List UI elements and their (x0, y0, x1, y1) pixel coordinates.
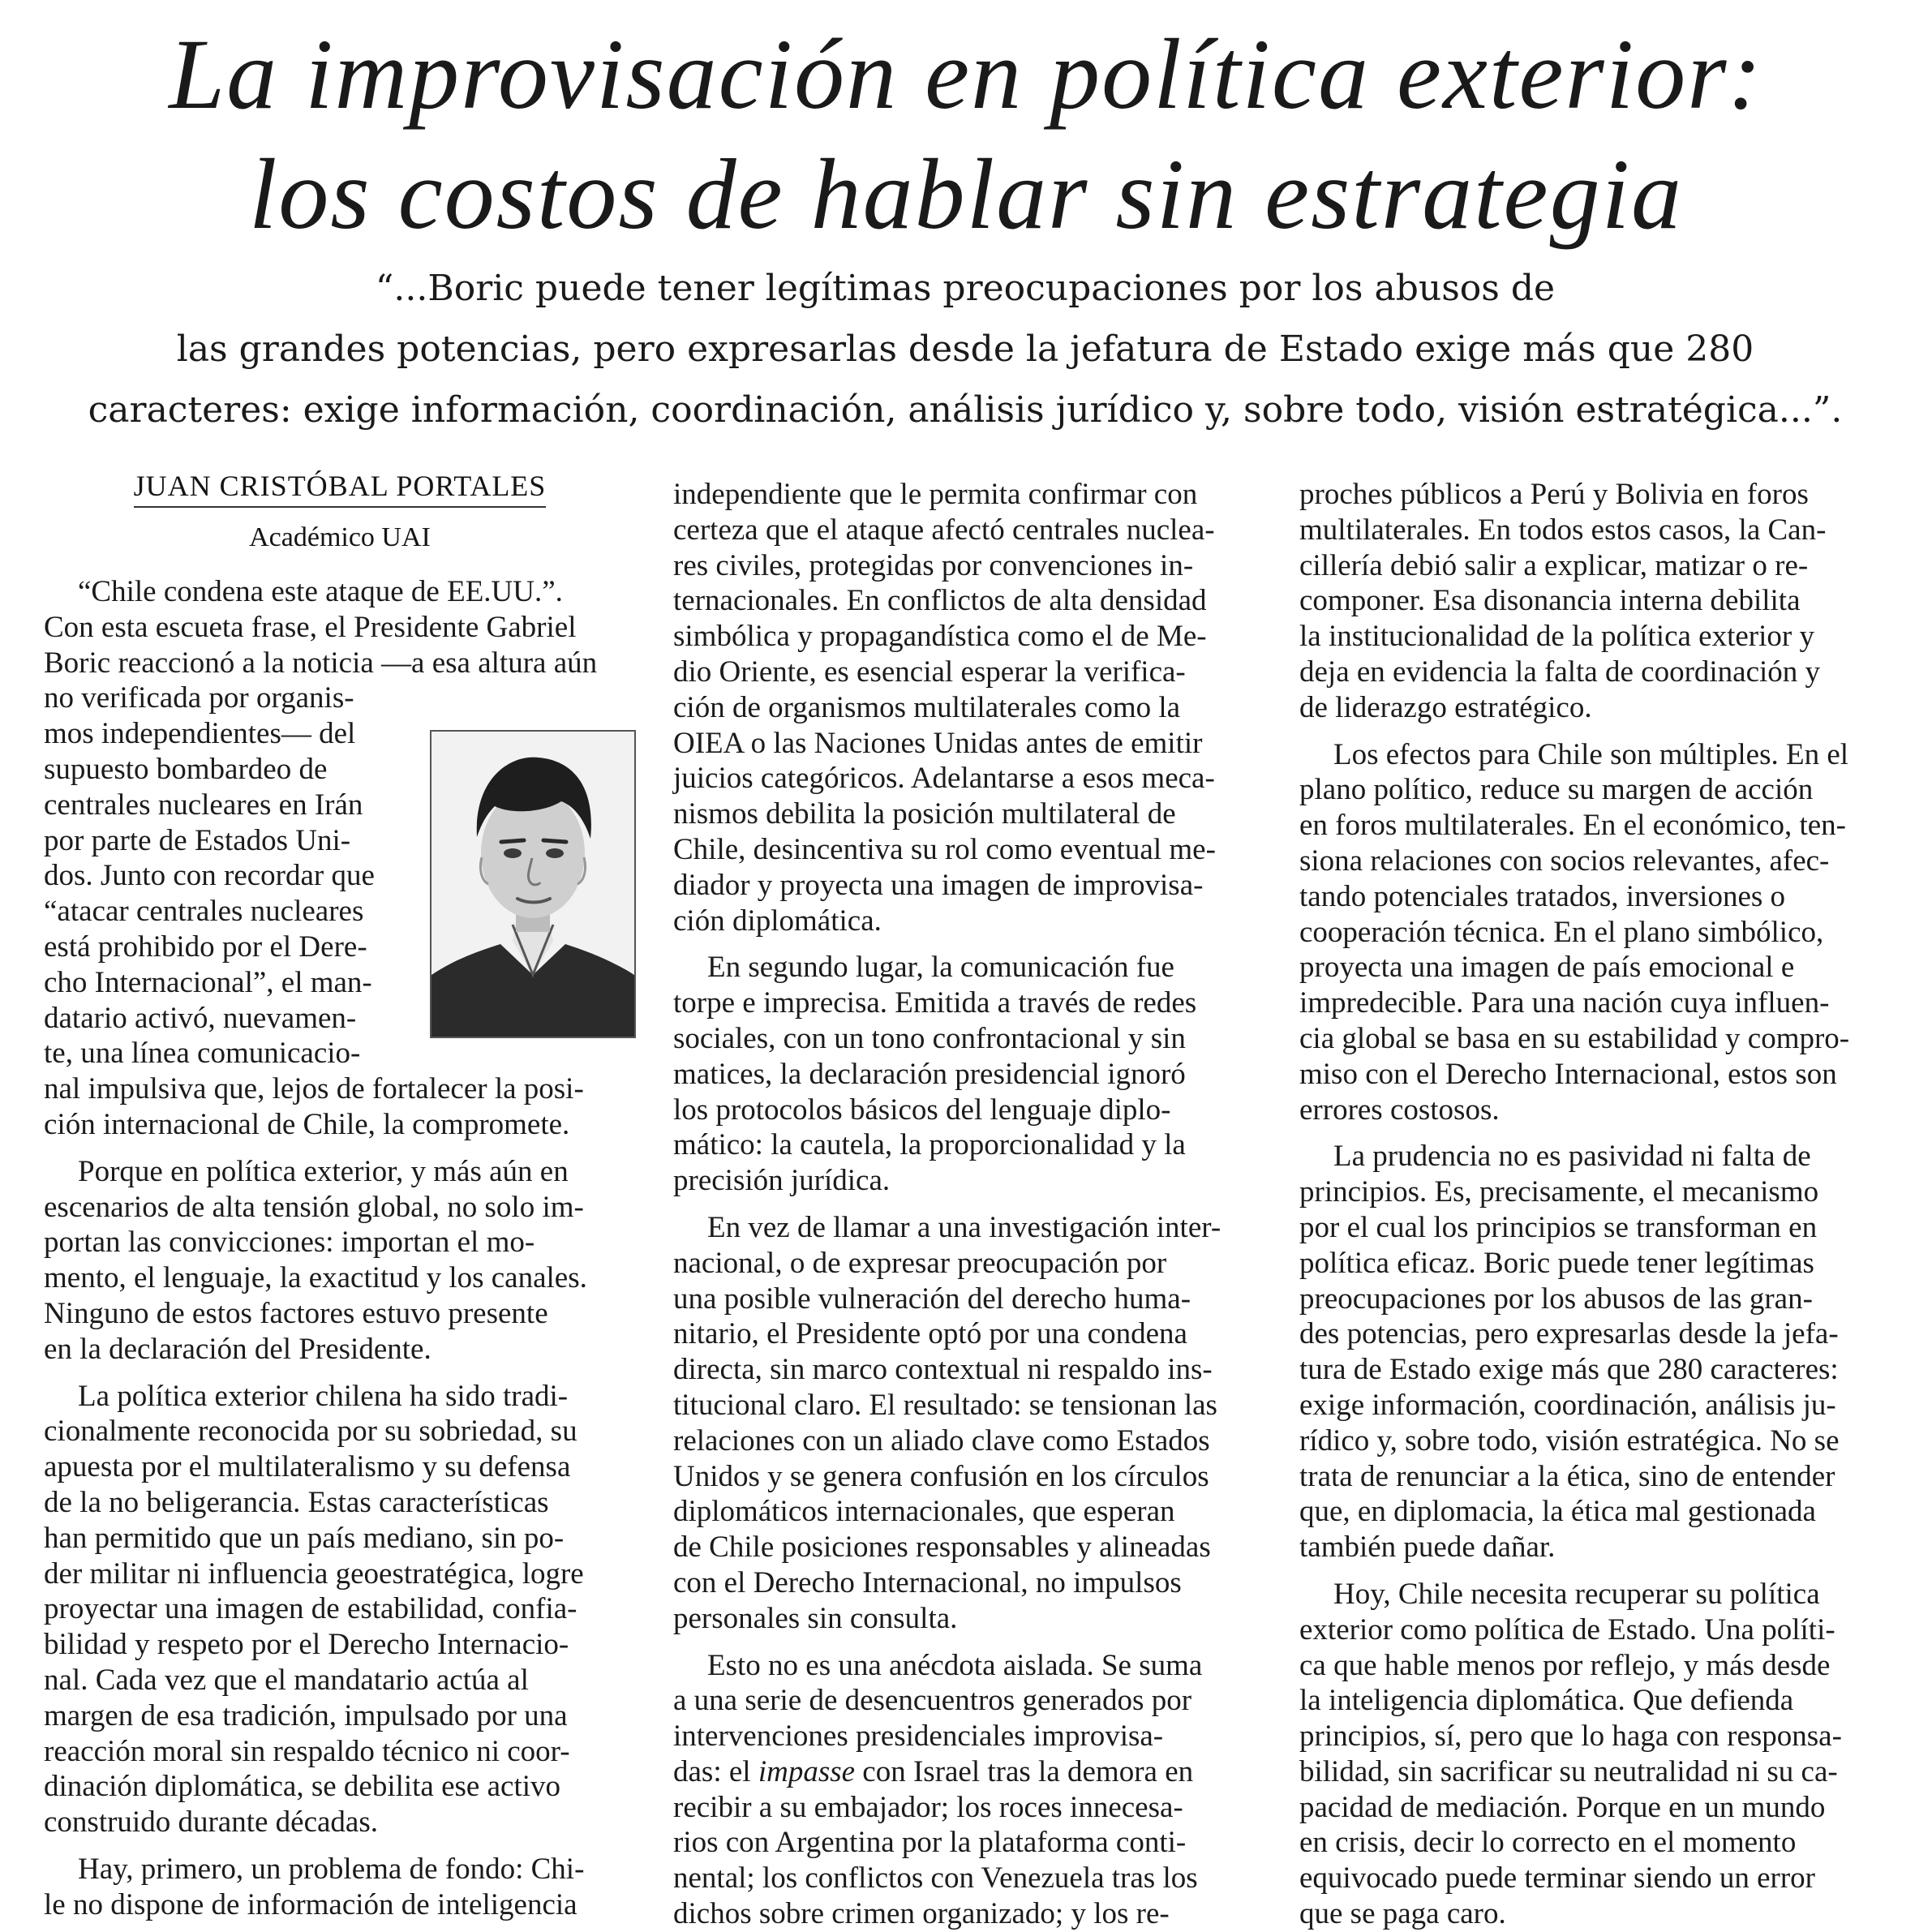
italic-term: impasse (758, 1754, 856, 1788)
text-line: ción diplomática. (673, 904, 882, 938)
text-line: trata de renunciar a la ética, sino de entender (1299, 1459, 1835, 1493)
text-line: ción internacional de Chile, la compromete. (44, 1107, 570, 1141)
text-line: La política exterior chilena ha sido tradi- (78, 1379, 569, 1413)
text-fragment: das: el (673, 1754, 751, 1788)
text-line: que, en diplomacia, la ética mal gestionada (1299, 1495, 1816, 1529)
byline (44, 469, 636, 553)
text-line: proches públicos a Perú y Bolivia en foros (1299, 478, 1809, 511)
text-line: dio Oriente, es esencial esperar la verifica- (673, 655, 1186, 689)
pull-quote-line: caracteres: exige información, coordinación, análisis jurídico y, sobre todo, visión estratégica...”. (88, 389, 1843, 431)
text-line: impredecible. Para una nación cuya influen- (1299, 986, 1830, 1020)
text-line: Esto no es una anécdota aislada. Se suma (707, 1648, 1203, 1682)
text-line: de liderazgo estratégico. (1299, 690, 1592, 724)
column-3 (1299, 477, 1891, 1932)
text-line: plano político, reduce su margen de acción (1299, 773, 1814, 807)
text-line: le no dispone de información de inteligencia (44, 1887, 577, 1921)
text-line: relaciones con un aliado clave como Estados (673, 1423, 1210, 1458)
author-name: JUAN CRISTÓBAL PORTALES (134, 469, 547, 508)
text-line: datario activó, nuevamen- (44, 1001, 357, 1035)
text-line: “atacar centrales nucleares (44, 895, 364, 929)
text-line: supuesto bombardeo de (44, 752, 328, 786)
text-line: de la no beligerancia. Estas características (44, 1485, 549, 1519)
text-line: con el Derecho Internacional, no impulsos (673, 1565, 1182, 1599)
text-line: mento, el lenguaje, la exactitud y los canales. (44, 1261, 587, 1295)
pull-quote-line: “...Boric puede tener legítimas preocupaciones por los abusos de (375, 268, 1556, 309)
text-line: cionalmente reconocida por su sobriedad, su (44, 1415, 577, 1449)
text-line: res civiles, protegidas por convenciones in- (673, 548, 1194, 582)
text-line: diador y proyecta una imagen de improvisa- (673, 868, 1204, 902)
text-line: nismos debilita la posición multilateral de (673, 797, 1176, 831)
text-line: Chile, desincentiva su rol como eventual me- (673, 832, 1216, 866)
text-line: diplomáticos internacionales, que esperan (673, 1495, 1175, 1529)
text-line: siona relaciones con socios relevantes, afec- (1299, 844, 1830, 878)
text-line: En vez de llamar a una investigación inter- (707, 1210, 1221, 1244)
text-line: certeza que el ataque afectó centrales nuclea- (673, 513, 1215, 547)
text-line: han permitido que un país mediano, sin po- (44, 1521, 565, 1555)
text-line: torpe e imprecisa. Emitida a través de redes (673, 986, 1197, 1020)
text-line: exterior como política de Estado. Una políti- (1299, 1612, 1835, 1646)
text-line: centrales nucleares en Irán (44, 788, 363, 822)
text-line: rídico y, sobre todo, visión estratégica. No se (1299, 1423, 1840, 1458)
text-line: por el cual los principios se transforman en (1299, 1210, 1818, 1244)
text-line: te, una línea comunicacio- (44, 1037, 361, 1071)
text-line: Los efectos para Chile son múltiples. En el (1333, 737, 1849, 771)
text-line: proyectar una imagen de estabilidad, confia- (44, 1592, 577, 1626)
text-line: la inteligencia diplomática. Que defienda (1299, 1684, 1794, 1718)
text-line: cho Internacional”, el man- (44, 965, 372, 999)
text-line: Ninguno de estos factores estuvo presente (44, 1296, 548, 1330)
text-line: der militar ni influencia geoestratégica, logre (44, 1556, 584, 1591)
text-line: nacional, o de expresar preocupación por (673, 1246, 1167, 1280)
text-line: miso con el Derecho Internacional, estos son (1299, 1057, 1837, 1091)
author-role: Académico UAI (249, 522, 431, 552)
text-line: ción de organismos multilaterales como la (673, 690, 1181, 724)
text-line: mático: la cautela, la proporcionalidad y la (673, 1128, 1186, 1162)
headline-line: La improvisación en política exterior: (169, 19, 1763, 130)
column-2 (673, 477, 1261, 1932)
text-line: preocupaciones por los abusos de las gran- (1299, 1282, 1813, 1316)
text-line: rios con Argentina por la plataforma conti- (673, 1826, 1187, 1860)
text-line: exige información, coordinación, análisis ju- (1299, 1388, 1836, 1422)
text-line: de Chile posiciones responsables y alineadas (673, 1531, 1211, 1565)
text-line: Unidos y se genera confusión en los círculos (673, 1459, 1209, 1493)
headline (0, 15, 1932, 255)
text-line: componer. Esa disonancia interna debilita (1299, 584, 1801, 618)
text-line: en crisis, decir lo correcto en el momento (1299, 1826, 1797, 1860)
text-line: proyecta una imagen de país emocional e (1299, 951, 1795, 985)
text-line: portan las convicciones: importan el mo- (44, 1226, 535, 1260)
text-line: escenarios de alta tensión global, no solo im- (44, 1190, 584, 1224)
text-line: personales sin consulta. (673, 1601, 958, 1635)
text-line: por parte de Estados Uni- (44, 823, 351, 857)
text-line: margen de esa tradición, impulsado por una (44, 1698, 568, 1732)
text-line: independiente que le permita confirmar con (673, 478, 1198, 511)
text-line: cia global se basa en su estabilidad y compro- (1299, 1021, 1850, 1055)
text-line: juicios categóricos. Adelantarse a esos meca- (673, 762, 1215, 796)
text-line: bilidad, sin sacrificar su neutralidad ni su ca- (1299, 1754, 1838, 1788)
text-line: directa, sin marco contextual ni respaldo ins- (673, 1353, 1213, 1387)
text-line: dichos sobre crimen organizado; y los re- (673, 1897, 1170, 1931)
text-line: nal. Cada vez que el mandatario actúa al (44, 1663, 529, 1697)
text-line: deja en evidencia la falta de coordinación y (1299, 655, 1821, 689)
text-line: Porque en política exterior, y más aún en (78, 1154, 569, 1188)
text-line: una posible vulneración del derecho huma- (673, 1282, 1191, 1316)
text-line: OIEA o las Naciones Unidas antes de emitir (673, 726, 1203, 760)
text-line: apuesta por el multilateralismo y su defensa (44, 1450, 571, 1484)
text-line: ca que hable menos por reflejo, y más desde (1299, 1648, 1831, 1682)
text-line: principios, sí, pero que lo haga con responsa- (1299, 1719, 1842, 1754)
text-line: precisión jurídica. (673, 1164, 891, 1198)
text-line: reacción moral sin respaldo técnico ni coor- (44, 1734, 570, 1768)
text-line: en la declaración del Presidente. (44, 1332, 431, 1366)
pull-quote (73, 258, 1857, 440)
text-line: bilidad y respeto por el Derecho Internacio- (44, 1628, 569, 1662)
text-line: “Chile condena este ataque de EE.UU.”. (78, 575, 563, 608)
text-line: cooperación técnica. En el plano simbólico, (1299, 915, 1824, 949)
text-line: en foros multilaterales. En el económico, ten- (1299, 809, 1846, 843)
text-line: nal impulsiva que, lejos de fortalecer la posi- (44, 1072, 584, 1106)
column-1 (44, 574, 636, 1922)
text-line: Boric reaccionó a la noticia —a esa altura aún (44, 646, 598, 680)
text-line: dos. Junto con recordar que (44, 859, 375, 893)
text-line: Hoy, Chile necesita recuperar su política (1333, 1577, 1820, 1611)
text-line: Hay, primero, un problema de fondo: Chi- (78, 1852, 585, 1886)
text-line: des potencias, pero expresarlas desde la jefa- (1299, 1317, 1839, 1351)
text-line: está prohibido por el Dere- (44, 930, 367, 964)
text-line: mos independientes— del (44, 717, 356, 751)
text-line: simbólica y propagandística como el de Me- (673, 620, 1207, 654)
text-line: no verificada por organis- (44, 681, 354, 715)
text-line: equivocado puede terminar siendo un error (1299, 1861, 1815, 1896)
text-line: nitario, el Presidente optó por una condena (673, 1317, 1187, 1351)
text-line: los protocolos básicos del lenguaje diplo- (673, 1093, 1171, 1127)
text-line: Con esta escueta frase, el Presidente Gabriel (44, 610, 577, 644)
text-line: tura de Estado exige más que 280 caracteres: (1299, 1353, 1839, 1387)
text-fragment: con Israel tras la demora en (862, 1754, 1194, 1788)
text-line: que se paga caro. (1299, 1897, 1506, 1931)
text-line: construido durante décadas. (44, 1805, 378, 1840)
text-line: errores costosos. (1299, 1093, 1500, 1127)
pull-quote-line: las grandes potencias, pero expresarlas desde la jefatura de Estado exige más que 280 (176, 328, 1754, 370)
text-line: nental; los conflictos con Venezuela tras los (673, 1861, 1198, 1896)
text-line: también puede dañar. (1299, 1531, 1556, 1565)
text-line: la institucionalidad de la política exterior y (1299, 620, 1814, 654)
text-line: titucional claro. El resultado: se tensionan las (673, 1388, 1217, 1422)
text-line: política eficaz. Boric puede tener legítimas (1299, 1246, 1814, 1280)
text-line: intervenciones presidenciales improvisa- (673, 1719, 1164, 1754)
text-line: matices, la declaración presidencial ignoró (673, 1057, 1186, 1091)
text-line: principios. Es, precisamente, el mecanismo (1299, 1175, 1819, 1209)
text-line (673, 1754, 1261, 1790)
text-line: multilaterales. En todos estos casos, la Can- (1299, 513, 1827, 547)
text-line: ternacionales. En conflictos de alta densidad (673, 584, 1207, 618)
text-line: a una serie de desencuentros generados por (673, 1684, 1192, 1718)
text-line: dinación diplomática, se debilita ese activo (44, 1770, 561, 1804)
text-line: tando potenciales tratados, inversiones o (1299, 879, 1786, 913)
text-line: pacidad de mediación. Porque en un mundo (1299, 1790, 1826, 1824)
text-line: En segundo lugar, la comunicación fue (707, 951, 1174, 985)
headline-line: los costos de hablar sin estrategia (248, 139, 1684, 250)
text-line: La prudencia no es pasividad ni falta de (1333, 1140, 1811, 1174)
text-line: sociales, con un tono confrontacional y sin (673, 1021, 1186, 1055)
text-line: recibir a su embajador; los roces innecesa- (673, 1790, 1183, 1824)
text-line: cillería debió salir a explicar, matizar o re- (1299, 548, 1809, 582)
